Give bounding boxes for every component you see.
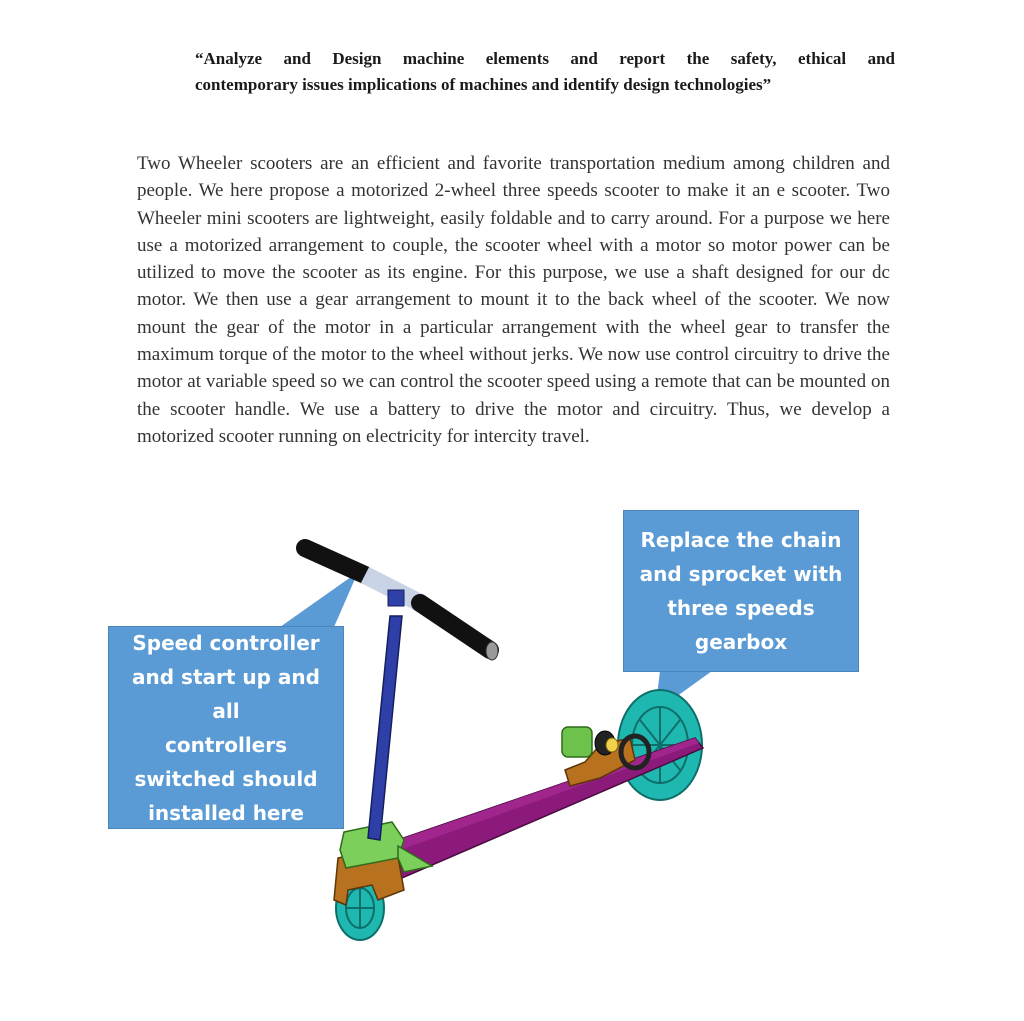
title-line-1: “Analyze and Design machine elements and report the safety, ethical and xyxy=(195,49,895,68)
body-paragraph: Two Wheeler scooters are an efficient and favorite transportation medium among children and people. We here propose a motorized 2-wheel three speeds scooter to make it an e scooter. Two Wheeler mini scooters are lightweight, easily foldable and to carry around. For a purpose we here use a motorized arrangement to couple, the scooter wheel with a motor so motor power can be utilized to move the scooter as its engine. For this purpose, we use a shaft designed for our dc motor. We then use a gear arrangement to mount it to the back wheel of the scooter. We now mount the gear of the motor in a particular arrangement with the wheel gear to transfer the maximum torque of the motor to the wheel without jerks. We now use control circuitry to drive the motor at variable speed so we can control the scooter speed using a remote that can be mounted on the scooter handle. We use a battery to drive the motor and circuitry. Thus, we develop a motorized scooter running on electricity for intercity travel. xyxy=(137,153,890,447)
callout-right-line: gearbox xyxy=(694,630,788,654)
steering-stem xyxy=(368,616,402,840)
callout-right-line: three speeds xyxy=(667,596,815,620)
speed-controller-callout xyxy=(108,626,344,829)
callout-left-line: controllers xyxy=(164,732,288,757)
callout-left-line: Speed controller xyxy=(132,630,320,655)
callout-left-line: and start up and all xyxy=(132,664,320,723)
callout-left-line: switched should xyxy=(134,766,318,791)
gearbox-callout xyxy=(623,510,859,672)
callout-right-line: and sprocket with xyxy=(639,562,843,586)
callout-left-line: installed here xyxy=(148,800,304,825)
callout-right-line: Replace the chain xyxy=(640,528,842,552)
left-callout-pointer xyxy=(280,572,358,627)
title-line-2: contemporary issues implications of machines and identify design technologies” xyxy=(195,75,772,94)
scooter-deck xyxy=(392,738,703,878)
